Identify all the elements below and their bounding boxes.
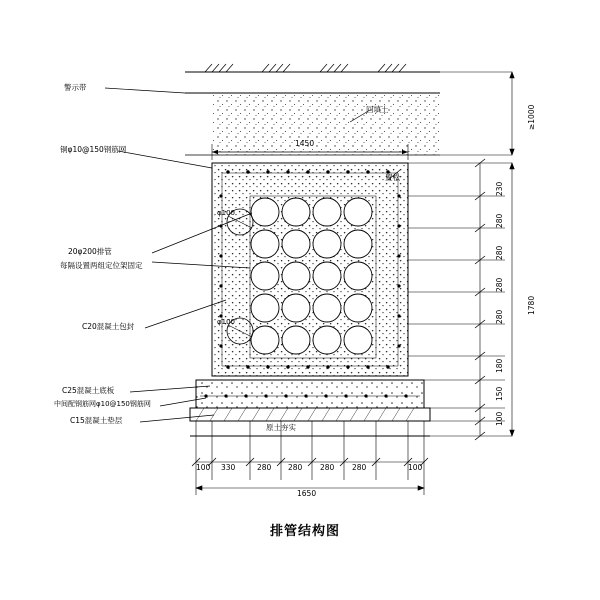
bottom-dimension-chain	[192, 421, 428, 495]
dim-right-seg-7: 100	[495, 411, 504, 426]
page-title: 排管结构图	[270, 524, 341, 539]
label-backfill: 回填土	[366, 105, 389, 114]
dim-right-seg-4: 280	[495, 309, 504, 324]
label-pipe-dia-1: φ100	[217, 209, 235, 217]
label-concrete-c20: C20混凝土包封	[82, 322, 135, 331]
dim-bottom-seg-3: 280	[288, 463, 303, 472]
dim-bottom-seg-0: 100	[196, 463, 211, 472]
dim-bottom-seg-1: 330	[221, 463, 236, 472]
label-pipes: 20φ200排管	[68, 247, 112, 256]
label-subgrade: 原土夯实	[266, 423, 296, 432]
dim-bottom-seg-2: 280	[257, 463, 272, 472]
dim-bottom-width: 1650	[297, 489, 317, 498]
label-mesh-top: 铜φ10@150钢筋网	[60, 145, 127, 154]
label-warning-tape: 警示带	[64, 83, 87, 92]
c25-base-slab	[196, 380, 424, 408]
dim-bottom-seg-4: 280	[320, 463, 335, 472]
dim-bottom-seg-5: 280	[352, 463, 367, 472]
dim-top-width: 1450	[295, 139, 315, 148]
dim-right-seg-2: 280	[495, 245, 504, 260]
label-cushion-c15: C15混凝土垫层	[70, 416, 123, 425]
dim-right-seg-5: 180	[495, 358, 504, 373]
label-rebar-mid: 中间配钢筋网φ10@150钢筋网	[54, 400, 151, 408]
dim-right-total: 1780	[527, 295, 536, 315]
dim-right-seg-3: 280	[495, 277, 504, 292]
ground-surface	[185, 64, 440, 72]
c15-cushion-layer	[190, 408, 430, 421]
label-soil-mark: 置松	[385, 173, 400, 182]
dim-right-seg-6: 150	[495, 386, 504, 401]
dim-right-seg-0: 230	[495, 181, 504, 196]
dim-bottom-seg-6: 100	[408, 463, 423, 472]
label-pipe-dia-2: φ100	[217, 318, 235, 326]
label-pipe-fix: 每隔设置两组定位架固定	[60, 261, 143, 270]
dim-cover-depth: ≥1000	[527, 104, 536, 130]
label-slab-c25: C25混凝土底板	[62, 386, 115, 395]
dim-right-seg-1: 280	[495, 213, 504, 228]
